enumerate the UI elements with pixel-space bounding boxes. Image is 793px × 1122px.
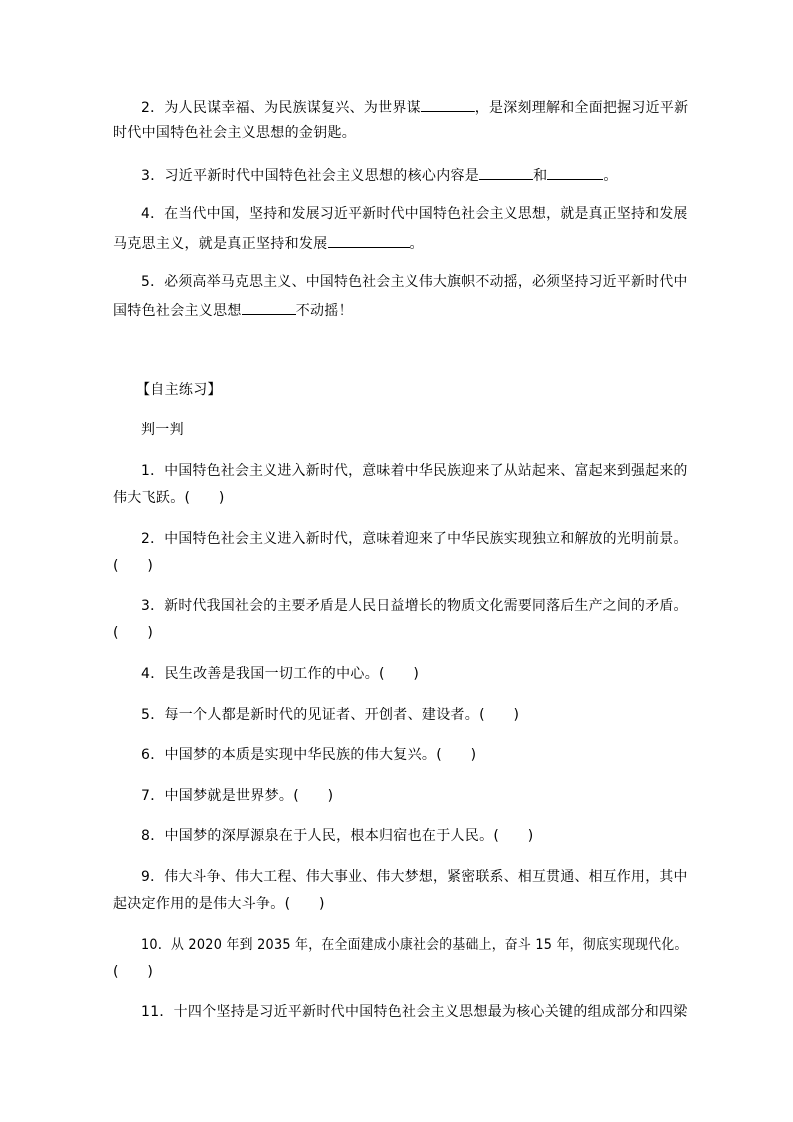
question-4-text-before: 马克思主义，就是真正坚持和发展 xyxy=(113,236,328,252)
question-3-text-after: 。 xyxy=(603,168,618,184)
question-4-line-2 xyxy=(113,233,424,253)
question-2-line-1 xyxy=(141,97,688,117)
practice-item-2-line-2[interactable]: ( ) xyxy=(113,558,154,574)
practice-item-3-line-1: 3．新时代我国社会的主要矛盾是人民日益增长的物质文化需要同落后生产之间的矛盾。 xyxy=(141,598,688,614)
practice-item-3-line-2[interactable]: ( ) xyxy=(113,625,154,641)
practice-item-9-line-2[interactable]: 起决定作用的是伟大斗争。( ) xyxy=(113,896,325,912)
answer-blank[interactable] xyxy=(547,165,603,180)
practice-item-8[interactable]: 8．中国梦的深厚源泉在于人民，根本归宿也在于人民。( ) xyxy=(141,828,534,844)
question-3-line-1 xyxy=(141,165,618,185)
practice-item-6[interactable]: 6．中国梦的本质是实现中华民族的伟大复兴。( ) xyxy=(141,747,477,763)
question-2-text-after: ，是深刻理解和全面把握习近平新 xyxy=(474,100,689,116)
practice-item-11-line-1: 11．十四个坚持是习近平新时代中国特色社会主义思想最为核心关键的组成部分和四梁 xyxy=(141,1004,688,1020)
answer-blank[interactable] xyxy=(242,300,296,315)
question-4-text-after: 。 xyxy=(409,236,424,252)
question-2-line-2: 时代中国特色社会主义思想的金钥匙。 xyxy=(113,125,357,141)
answer-blank[interactable] xyxy=(421,97,475,112)
question-4-line-1: 4．在当代中国，坚持和发展习近平新时代中国特色社会主义思想，就是真正坚持和发展 xyxy=(141,206,688,222)
answer-blank[interactable] xyxy=(479,165,533,180)
question-5-text-before: 国特色社会主义思想 xyxy=(113,303,242,319)
section-heading: 【自主练习】 xyxy=(136,382,222,398)
question-5-line-1: 5．必须高举马克思主义、中国特色社会主义伟大旗帜不动摇，必须坚持习近平新时代中 xyxy=(141,274,688,290)
question-5-text-after: 不动摇！ xyxy=(295,303,353,319)
practice-item-1-line-2[interactable]: 伟大飞跃。( ) xyxy=(113,490,225,506)
question-3-text-before: 3．习近平新时代中国特色社会主义思想的核心内容是 xyxy=(141,168,480,184)
question-3-text-middle: 和 xyxy=(533,168,548,184)
section-subheading: 判一判 xyxy=(141,422,184,438)
practice-item-4[interactable]: 4．民生改善是我国一切工作的中心。( ) xyxy=(141,666,420,682)
practice-item-1-line-1: 1．中国特色社会主义进入新时代，意味着中华民族迎来了从站起来、富起来到强起来的 xyxy=(141,463,688,479)
answer-blank[interactable] xyxy=(328,233,410,248)
question-2-text-before: 2．为人民谋幸福、为民族谋复兴、为世界谋 xyxy=(141,100,421,116)
practice-item-7[interactable]: 7．中国梦就是世界梦。( ) xyxy=(141,788,334,804)
practice-item-10-line-1: 10．从 2020 年到 2035 年，在全面建成小康社会的基础上，奋斗 15 年，彻底实现现代化。 xyxy=(141,937,688,953)
practice-item-10-line-2[interactable]: ( ) xyxy=(113,964,154,980)
practice-item-5[interactable]: 5．每一个人都是新时代的见证者、开创者、建设者。( ) xyxy=(141,707,520,723)
question-5-line-2 xyxy=(113,300,353,320)
practice-item-9-line-1: 9．伟大斗争、伟大工程、伟大事业、伟大梦想，紧密联系、相互贯通、相互作用，其中 xyxy=(141,869,688,885)
practice-item-2-line-1: 2．中国特色社会主义进入新时代，意味着迎来了中华民族实现独立和解放的光明前景。 xyxy=(141,531,688,547)
